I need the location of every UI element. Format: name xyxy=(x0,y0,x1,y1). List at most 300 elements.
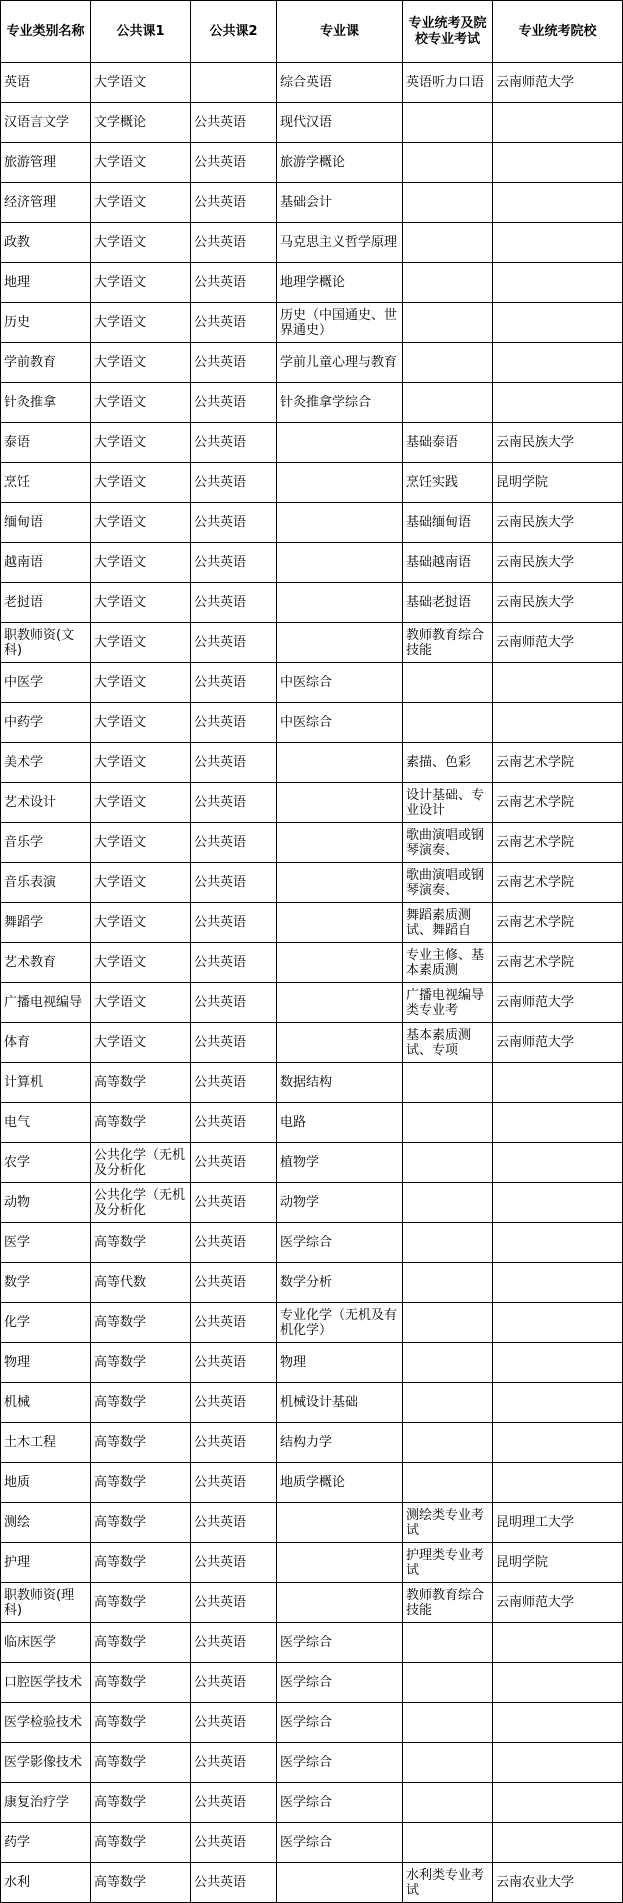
cell-text: 大学语文 xyxy=(94,995,147,1010)
cell-major-exam xyxy=(403,103,493,143)
cell-public-course-1 xyxy=(91,1583,191,1623)
cell-major-exam xyxy=(403,543,493,583)
cell-exam-institution xyxy=(493,503,623,543)
cell-exam-institution xyxy=(493,863,623,903)
cell-major-course xyxy=(277,223,403,263)
cell-public-course-2 xyxy=(191,343,277,383)
cell-text: 高等数学 xyxy=(94,1395,147,1410)
cell-text: 中医学 xyxy=(4,675,44,690)
cell-major-course xyxy=(277,863,403,903)
cell-major-course xyxy=(277,1743,403,1783)
table-row xyxy=(1,263,623,303)
cell-major-course xyxy=(277,1383,403,1423)
cell-public-course-1 xyxy=(91,1863,191,1903)
cell-text: 大学语文 xyxy=(94,315,147,330)
cell-text: 高等代数 xyxy=(94,1275,147,1290)
table-row xyxy=(1,983,623,1023)
cell-text: 音乐表演 xyxy=(4,875,57,890)
cell-major-category xyxy=(1,1183,91,1223)
cell-text: 公共英语 xyxy=(194,555,247,570)
cell-text: 电气 xyxy=(4,1115,31,1130)
cell-text: 公共英语 xyxy=(194,515,247,530)
cell-exam-institution xyxy=(493,143,623,183)
cell-major-exam xyxy=(403,1543,493,1583)
cell-exam-institution xyxy=(493,1343,623,1383)
cell-public-course-2 xyxy=(191,503,277,543)
cell-text: 公共英语 xyxy=(194,355,247,370)
cell-text: 现代汉语 xyxy=(280,115,333,130)
cell-text: 高等数学 xyxy=(94,1475,147,1490)
cell-text: 越南语 xyxy=(4,555,44,570)
cell-major-exam xyxy=(403,903,493,943)
cell-text: 云南艺术学院 xyxy=(496,835,575,850)
table-row xyxy=(1,1743,623,1783)
cell-major-exam xyxy=(403,1343,493,1383)
cell-major-course xyxy=(277,583,403,623)
cell-major-course xyxy=(277,1823,403,1863)
cell-major-category xyxy=(1,863,91,903)
table-row xyxy=(1,1623,623,1663)
cell-text: 大学语文 xyxy=(94,515,147,530)
cell-exam-institution xyxy=(493,1783,623,1823)
cell-major-exam xyxy=(403,743,493,783)
cell-public-course-1 xyxy=(91,263,191,303)
cell-exam-institution xyxy=(493,1263,623,1303)
cell-text: 公共英语 xyxy=(194,915,247,930)
cell-major-course xyxy=(277,63,403,103)
header-row xyxy=(1,1,623,63)
cell-major-category xyxy=(1,903,91,943)
cell-major-course xyxy=(277,1063,403,1103)
cell-major-course xyxy=(277,1223,403,1263)
cell-text: 素描、色彩 xyxy=(406,755,472,770)
cell-public-course-1 xyxy=(91,1263,191,1303)
cell-text: 医学综合 xyxy=(280,1795,333,1810)
cell-exam-institution xyxy=(493,783,623,823)
table-row xyxy=(1,703,623,743)
cell-exam-institution xyxy=(493,1103,623,1143)
cell-major-exam xyxy=(403,1223,493,1263)
cell-major-exam xyxy=(403,383,493,423)
cell-major-category xyxy=(1,823,91,863)
cell-exam-institution xyxy=(493,303,623,343)
table-row xyxy=(1,1583,623,1623)
cell-public-course-2 xyxy=(191,1183,277,1223)
cell-public-course-2 xyxy=(191,1343,277,1383)
cell-text: 高等数学 xyxy=(94,1875,147,1890)
cell-public-course-1 xyxy=(91,943,191,983)
cell-text: 公共英语 xyxy=(194,315,247,330)
cell-public-course-1 xyxy=(91,63,191,103)
cell-exam-institution xyxy=(493,1663,623,1703)
cell-text: 公共英语 xyxy=(194,715,247,730)
cell-text: 药学 xyxy=(4,1835,31,1850)
cell-text: 康复治疗学 xyxy=(4,1795,70,1810)
cell-text: 水利 xyxy=(4,1875,31,1890)
cell-text: 历史（中国通史、世界通史） xyxy=(280,307,398,338)
cell-text: 舞蹈学 xyxy=(4,915,44,930)
cell-text: 艺术设计 xyxy=(4,795,57,810)
cell-major-category xyxy=(1,263,91,303)
cell-major-category xyxy=(1,1343,91,1383)
cell-major-course xyxy=(277,1463,403,1503)
cell-text: 公共英语 xyxy=(194,1755,247,1770)
cell-major-course xyxy=(277,1583,403,1623)
cell-public-course-1 xyxy=(91,1823,191,1863)
header-major-category: 专业类别名称 xyxy=(1,1,91,63)
cell-text: 专业化学（无机及有机化学） xyxy=(280,1307,398,1338)
cell-major-exam xyxy=(403,223,493,263)
table-row xyxy=(1,1783,623,1823)
cell-major-exam xyxy=(403,583,493,623)
cell-text: 护理 xyxy=(4,1555,31,1570)
cell-text: 公共英语 xyxy=(194,1275,247,1290)
table-row xyxy=(1,1383,623,1423)
cell-major-exam xyxy=(403,1503,493,1543)
cell-public-course-1 xyxy=(91,423,191,463)
cell-public-course-1 xyxy=(91,863,191,903)
cell-public-course-2 xyxy=(191,543,277,583)
table-row xyxy=(1,1343,623,1383)
cell-major-category xyxy=(1,1263,91,1303)
cell-exam-institution xyxy=(493,623,623,663)
cell-text: 大学语文 xyxy=(94,915,147,930)
cell-exam-institution xyxy=(493,1743,623,1783)
cell-text: 公共英语 xyxy=(194,1475,247,1490)
cell-text: 大学语文 xyxy=(94,635,147,650)
cell-major-course xyxy=(277,1303,403,1343)
cell-text: 公共英语 xyxy=(194,1515,247,1530)
table-row xyxy=(1,503,623,543)
cell-text: 地理 xyxy=(4,275,31,290)
cell-major-course xyxy=(277,503,403,543)
cell-public-course-1 xyxy=(91,1503,191,1543)
cell-text: 高等数学 xyxy=(94,1555,147,1570)
cell-major-course xyxy=(277,1023,403,1063)
cell-text: 公共英语 xyxy=(194,995,247,1010)
table-row xyxy=(1,863,623,903)
table-row xyxy=(1,1143,623,1183)
cell-text: 文学概论 xyxy=(94,115,147,130)
cell-text: 旅游管理 xyxy=(4,155,57,170)
cell-exam-institution xyxy=(493,1583,623,1623)
cell-text: 高等数学 xyxy=(94,1115,147,1130)
cell-text: 公共英语 xyxy=(194,1315,247,1330)
cell-text: 云南师范大学 xyxy=(496,635,575,650)
table-row xyxy=(1,303,623,343)
cell-exam-institution xyxy=(493,1503,623,1543)
cell-text: 综合英语 xyxy=(280,75,333,90)
cell-public-course-1 xyxy=(91,1303,191,1343)
cell-text: 大学语文 xyxy=(94,75,147,90)
cell-text: 机械设计基础 xyxy=(280,1395,359,1410)
cell-public-course-2 xyxy=(191,423,277,463)
cell-text: 大学语文 xyxy=(94,155,147,170)
cell-major-category xyxy=(1,783,91,823)
cell-public-course-2 xyxy=(191,63,277,103)
cell-major-category xyxy=(1,183,91,223)
cell-text: 广播电视编导类专业考 xyxy=(406,987,485,1018)
cell-text: 老挝语 xyxy=(4,595,44,610)
cell-major-course xyxy=(277,703,403,743)
cell-public-course-1 xyxy=(91,783,191,823)
table-row xyxy=(1,183,623,223)
cell-text: 英语听力口语 xyxy=(406,75,485,90)
cell-major-course xyxy=(277,1183,403,1223)
cell-text: 大学语文 xyxy=(94,715,147,730)
header-exam-institution: 专业统考院校 xyxy=(493,1,623,63)
cell-public-course-2 xyxy=(191,1623,277,1663)
cell-exam-institution xyxy=(493,423,623,463)
cell-text: 云南艺术学院 xyxy=(496,795,575,810)
cell-exam-institution xyxy=(493,983,623,1023)
cell-major-category xyxy=(1,1663,91,1703)
table-row xyxy=(1,423,623,463)
cell-text: 专业主修、基本素质测 xyxy=(406,947,485,978)
cell-major-category xyxy=(1,1103,91,1143)
cell-major-course xyxy=(277,1863,403,1903)
cell-text: 公共英语 xyxy=(194,235,247,250)
table-row xyxy=(1,903,623,943)
cell-text: 公共英语 xyxy=(194,1395,247,1410)
cell-text: 云南师范大学 xyxy=(496,1035,575,1050)
cell-text: 物理 xyxy=(4,1355,31,1370)
cell-public-course-1 xyxy=(91,1383,191,1423)
cell-major-category xyxy=(1,463,91,503)
cell-text: 化学 xyxy=(4,1315,31,1330)
cell-major-category xyxy=(1,743,91,783)
cell-text: 医学综合 xyxy=(280,1675,333,1690)
cell-major-category xyxy=(1,63,91,103)
cell-exam-institution xyxy=(493,223,623,263)
cell-text: 云南民族大学 xyxy=(496,515,575,530)
cell-major-category xyxy=(1,103,91,143)
cell-public-course-2 xyxy=(191,1783,277,1823)
cell-text: 大学语文 xyxy=(94,835,147,850)
cell-text: 基础越南语 xyxy=(406,555,472,570)
cell-public-course-2 xyxy=(191,983,277,1023)
cell-text: 公共英语 xyxy=(194,275,247,290)
cell-public-course-1 xyxy=(91,343,191,383)
cell-public-course-1 xyxy=(91,1543,191,1583)
cell-text: 云南艺术学院 xyxy=(496,915,575,930)
cell-text: 公共英语 xyxy=(194,1035,247,1050)
cell-major-course xyxy=(277,663,403,703)
cell-text: 基础缅甸语 xyxy=(406,515,472,530)
cell-text: 艺术教育 xyxy=(4,955,57,970)
cell-public-course-1 xyxy=(91,1063,191,1103)
cell-public-course-2 xyxy=(191,583,277,623)
cell-text: 缅甸语 xyxy=(4,515,44,530)
cell-public-course-1 xyxy=(91,543,191,583)
cell-exam-institution xyxy=(493,1863,623,1903)
cell-public-course-2 xyxy=(191,743,277,783)
cell-text: 医学综合 xyxy=(280,1715,333,1730)
cell-major-category xyxy=(1,303,91,343)
cell-text: 公共英语 xyxy=(194,435,247,450)
cell-text: 公共英语 xyxy=(194,1835,247,1850)
cell-text: 公共英语 xyxy=(194,1155,247,1170)
cell-public-course-2 xyxy=(191,1823,277,1863)
cell-major-course xyxy=(277,1143,403,1183)
table-row xyxy=(1,1263,623,1303)
cell-exam-institution xyxy=(493,463,623,503)
table-row xyxy=(1,583,623,623)
cell-major-exam xyxy=(403,1863,493,1903)
cell-text: 公共英语 xyxy=(194,1675,247,1690)
table-row xyxy=(1,103,623,143)
cell-major-course xyxy=(277,143,403,183)
cell-text: 汉语言文学 xyxy=(4,115,70,130)
cell-text: 公共化学（无机及分析化 xyxy=(94,1147,186,1178)
cell-text: 学前儿童心理与教育 xyxy=(280,355,398,370)
table-row xyxy=(1,63,623,103)
cell-text: 水利类专业考试 xyxy=(406,1867,485,1898)
cell-public-course-1 xyxy=(91,1343,191,1383)
table-row xyxy=(1,823,623,863)
cell-text: 泰语 xyxy=(4,435,31,450)
cell-major-category xyxy=(1,703,91,743)
cell-public-course-2 xyxy=(191,223,277,263)
cell-public-course-2 xyxy=(191,183,277,223)
table-row xyxy=(1,143,623,183)
cell-text: 临床医学 xyxy=(4,1635,57,1650)
cell-major-exam xyxy=(403,183,493,223)
cell-text: 歌曲演唱或钢琴演奏、 xyxy=(406,867,485,898)
cell-exam-institution xyxy=(493,1223,623,1263)
cell-major-course xyxy=(277,1783,403,1823)
cell-exam-institution xyxy=(493,583,623,623)
cell-text: 公共英语 xyxy=(194,675,247,690)
cell-exam-institution xyxy=(493,1383,623,1423)
cell-public-course-2 xyxy=(191,1023,277,1063)
cell-major-course xyxy=(277,1623,403,1663)
cell-exam-institution xyxy=(493,1623,623,1663)
cell-text: 旅游学概论 xyxy=(280,155,346,170)
cell-major-category xyxy=(1,343,91,383)
cell-major-exam xyxy=(403,623,493,663)
cell-public-course-2 xyxy=(191,703,277,743)
table-row xyxy=(1,623,623,663)
cell-major-exam xyxy=(403,983,493,1023)
cell-text: 护理类专业考试 xyxy=(406,1547,485,1578)
cell-text: 大学语文 xyxy=(94,875,147,890)
cell-text: 公共英语 xyxy=(194,1235,247,1250)
cell-public-course-1 xyxy=(91,303,191,343)
cell-text: 高等数学 xyxy=(94,1435,147,1450)
cell-text: 大学语文 xyxy=(94,595,147,610)
cell-major-exam xyxy=(403,1823,493,1863)
cell-text: 云南师范大学 xyxy=(496,1595,575,1610)
cell-text: 体育 xyxy=(4,1035,31,1050)
cell-public-course-1 xyxy=(91,983,191,1023)
cell-public-course-2 xyxy=(191,863,277,903)
cell-major-exam xyxy=(403,303,493,343)
cell-major-category xyxy=(1,1383,91,1423)
cell-text: 电路 xyxy=(280,1115,307,1130)
table-row xyxy=(1,343,623,383)
table-row xyxy=(1,1663,623,1703)
cell-public-course-1 xyxy=(91,1703,191,1743)
cell-text: 职教师资(理科) xyxy=(4,1587,75,1618)
cell-text: 云南农业大学 xyxy=(496,1875,575,1890)
cell-public-course-1 xyxy=(91,583,191,623)
cell-text: 机械 xyxy=(4,1395,31,1410)
cell-text: 公共英语 xyxy=(194,1195,247,1210)
cell-exam-institution xyxy=(493,743,623,783)
cell-exam-institution xyxy=(493,1703,623,1743)
cell-text: 大学语文 xyxy=(94,475,147,490)
cell-major-course xyxy=(277,343,403,383)
cell-text: 政教 xyxy=(4,235,31,250)
cell-exam-institution xyxy=(493,543,623,583)
cell-major-exam xyxy=(403,463,493,503)
cell-text: 高等数学 xyxy=(94,1755,147,1770)
cell-text: 大学语文 xyxy=(94,795,147,810)
cell-major-course xyxy=(277,1503,403,1543)
cell-text: 公共英语 xyxy=(194,155,247,170)
cell-text: 昆明学院 xyxy=(496,475,549,490)
table-row xyxy=(1,1543,623,1583)
cell-major-exam xyxy=(403,823,493,863)
cell-exam-institution xyxy=(493,1143,623,1183)
cell-exam-institution xyxy=(493,1823,623,1863)
table-row xyxy=(1,1183,623,1223)
cell-text: 烹饪 xyxy=(4,475,31,490)
cell-text: 大学语文 xyxy=(94,195,147,210)
cell-text: 职教师资(文科) xyxy=(4,627,75,658)
cell-major-exam xyxy=(403,1663,493,1703)
cell-text: 云南艺术学院 xyxy=(496,955,575,970)
cell-major-exam xyxy=(403,1103,493,1143)
cell-text: 云南师范大学 xyxy=(496,75,575,90)
cell-text: 昆明学院 xyxy=(496,1555,549,1570)
cell-public-course-2 xyxy=(191,783,277,823)
header-major-course: 专业课 xyxy=(277,1,403,63)
cell-exam-institution xyxy=(493,943,623,983)
cell-major-course xyxy=(277,983,403,1023)
cell-public-course-1 xyxy=(91,1183,191,1223)
cell-public-course-2 xyxy=(191,1583,277,1623)
cell-exam-institution xyxy=(493,263,623,303)
cell-major-category xyxy=(1,423,91,463)
cell-text: 数学 xyxy=(4,1275,31,1290)
cell-public-course-1 xyxy=(91,623,191,663)
cell-exam-institution xyxy=(493,183,623,223)
cell-major-exam xyxy=(403,783,493,823)
cell-major-exam xyxy=(403,1423,493,1463)
cell-public-course-1 xyxy=(91,1023,191,1063)
cell-text: 数学分析 xyxy=(280,1275,333,1290)
cell-text: 高等数学 xyxy=(94,1795,147,1810)
cell-major-exam xyxy=(403,1063,493,1103)
table-row xyxy=(1,1103,623,1143)
cell-text: 云南民族大学 xyxy=(496,435,575,450)
cell-public-course-1 xyxy=(91,743,191,783)
cell-major-course xyxy=(277,183,403,223)
cell-major-exam xyxy=(403,1583,493,1623)
cell-text: 高等数学 xyxy=(94,1515,147,1530)
cell-text: 公共英语 xyxy=(194,195,247,210)
cell-text: 设计基础、专业设计 xyxy=(406,787,485,818)
cell-exam-institution xyxy=(493,1543,623,1583)
table-row xyxy=(1,223,623,263)
cell-public-course-2 xyxy=(191,1463,277,1503)
cell-text: 土木工程 xyxy=(4,1435,57,1450)
cell-exam-institution xyxy=(493,383,623,423)
cell-major-course xyxy=(277,423,403,463)
cell-text: 公共英语 xyxy=(194,1595,247,1610)
